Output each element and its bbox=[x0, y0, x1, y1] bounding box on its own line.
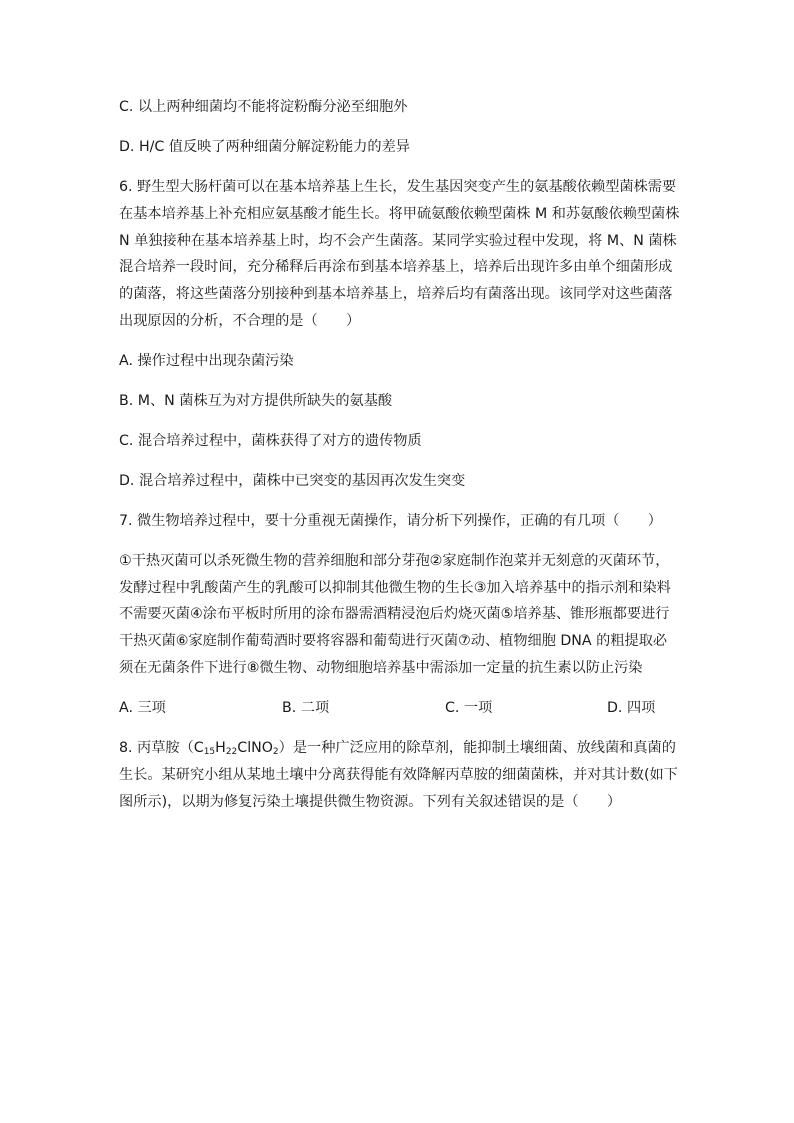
q6-stem-line: 在基本培养基上补充相应氨基酸才能生长。将甲硫氨酸依赖型菌株 M 和苏氨酸依赖型菌株 bbox=[119, 205, 680, 222]
q7-statements bbox=[119, 548, 671, 682]
q8-subscript: 22 bbox=[225, 747, 238, 758]
q8-text: 8. 丙草胺（C bbox=[119, 740, 204, 757]
q7-option-c: C. 一项 bbox=[445, 700, 493, 717]
q6-option-b: B. M、N 菌株互为对方提供所缺失的氨基酸 bbox=[119, 392, 393, 409]
q7-options bbox=[119, 695, 659, 722]
q7-statement-line: 不需要灭菌④涂布平板时所用的涂布器需酒精浸泡后灼烧灭菌⑤培养基、锥形瓶都要进行 bbox=[119, 606, 670, 623]
q5-option-c: C. 以上两种细菌均不能将淀粉酶分泌至细胞外 bbox=[119, 99, 408, 115]
q6-option-c: C. 混合培养过程中，菌株获得了对方的遗传物质 bbox=[119, 432, 422, 449]
q6-stem-line: 混合培养一段时间，充分稀释后再涂布到基本培养基上，培养后出现许多由单个细菌形成 bbox=[119, 259, 673, 276]
q7-option-a: A. 三项 bbox=[119, 700, 166, 717]
q7-statement-line: 须在无菌条件下进行⑧微生物、动物细胞培养基中需添加一定量的抗生素以防止污染 bbox=[119, 660, 643, 677]
q6-stem-line: 的菌落，将这些菌落分别接种到基本培养基上，培养后均有菌落出现。该同学对这些菌落 bbox=[119, 286, 673, 303]
q6-stem-line: N 单独接种在基本培养基上时，均不会产生菌落。某同学实验过程中发现，将 M、N 菌株 bbox=[119, 232, 677, 249]
q8-subscript: 15 bbox=[203, 747, 216, 758]
q7-statement-line: ①干热灭菌可以杀死微生物的营养细胞和部分芽孢②家庭制作泡菜并无刻意的灭菌环节， bbox=[119, 552, 670, 569]
q7-stem: 7. 微生物培养过程中，要十分重视无菌操作，请分析下列操作，正确的有几项（ ） bbox=[119, 512, 662, 529]
q8-stem bbox=[119, 735, 678, 815]
q6-stem-line: 出现原因的分析，不合理的是（ ） bbox=[119, 312, 361, 329]
q8-text: ClNO bbox=[237, 740, 273, 757]
q6-option-a: A. 操作过程中出现杂菌污染 bbox=[119, 352, 294, 369]
q7-statement-line: 干热灭菌⑥家庭制作葡萄酒时要将容器和葡萄进行灭菌⑦动、植物细胞 DNA 的粗提取必 bbox=[119, 633, 668, 650]
q7-option-b: B. 二项 bbox=[282, 700, 330, 717]
q8-stem-line1 bbox=[119, 735, 676, 762]
q8-text: ）是一种广泛应用的除草剂，能抑制土壤细菌、放线菌和真菌的 bbox=[278, 740, 676, 757]
q6-stem-line: 6. 野生型大肠杆菌可以在基本培养基上生长，发生基因突变产生的氨基酸依赖型菌株需要 bbox=[119, 178, 677, 195]
q8-stem-line3: 图所示)，以期为修复污染土壤提供微生物资源。下列有关叙述错误的是（ ） bbox=[119, 793, 622, 810]
q7-option-d: D. 四项 bbox=[607, 700, 656, 717]
question-content bbox=[119, 94, 680, 815]
q6-option-d: D. 混合培养过程中，菌株中已突变的基因再次发生突变 bbox=[119, 472, 466, 489]
q6-stem bbox=[119, 174, 680, 335]
q5-option-d: D. H/C 值反映了两种细菌分解淀粉能力的差异 bbox=[119, 138, 410, 155]
q8-stem-line2: 生长。某研究小组从某地土壤中分离获得能有效降解丙草胺的细菌菌株，并对其计数(如下 bbox=[119, 766, 678, 783]
q8-text: H bbox=[215, 740, 226, 757]
q7-statement-line: 发酵过程中乳酸菌产生的乳酸可以抑制其他微生物的生长③加入培养基中的指示剂和染料 bbox=[119, 579, 671, 596]
q8-subscript: 2 bbox=[272, 747, 279, 758]
